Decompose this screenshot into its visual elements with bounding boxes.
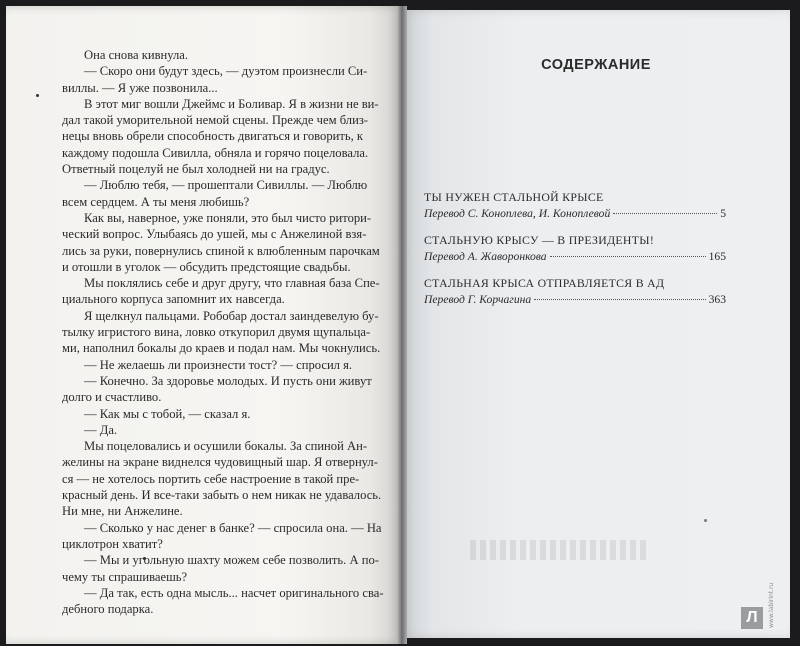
toc-translator: Перевод Г. Корчагина bbox=[424, 293, 532, 306]
text-line: ческий вопрос. Улыбаясь до ушей, мы с Анжелиной взя- bbox=[62, 227, 367, 242]
text-line: Мы поклялись себе и друг другу, что главная база Спе- bbox=[84, 276, 380, 291]
toc-translator: Перевод А. Жаворонкова bbox=[424, 250, 547, 263]
text-line: — Да так, есть одна мысль... насчет оригинального сва- bbox=[84, 585, 384, 600]
site-watermark: www.labirint.ru bbox=[768, 582, 775, 628]
dot-leader bbox=[550, 256, 706, 257]
text-line: — Как мы с тобой, — сказал я. bbox=[84, 406, 251, 421]
text-line: дебного подарка. bbox=[62, 602, 154, 617]
text-line: виллы. — Я уже позвонила... bbox=[62, 80, 218, 95]
text-line: дал такой уморительной немой сцены. Прежде чем близ- bbox=[62, 113, 368, 128]
text-line: долго и счастливо. bbox=[62, 390, 162, 405]
book-gutter bbox=[397, 6, 407, 644]
text-line: — Мы и угольную шахту можем себе позволить. А по- bbox=[84, 553, 379, 568]
text-line: — Конечно. За здоровье молодых. И пусть они живут bbox=[84, 373, 372, 388]
toc-entry-heading: СТАЛЬНУЮ КРЫСУ — В ПРЕЗИДЕНТЫ! bbox=[424, 233, 655, 247]
toc-entry-line bbox=[424, 206, 726, 222]
bleed-through-text bbox=[470, 540, 650, 560]
text-line: Как вы, наверное, уже поняли, это был чисто ритори- bbox=[84, 210, 372, 225]
text-line: — Не желаешь ли произнести тост? — спросил я. bbox=[84, 357, 353, 372]
text-line: всем сердцем. А ты меня любишь? bbox=[62, 194, 250, 209]
text-line: красный день. И все-таки забыть о нем никак не удавалось. bbox=[62, 488, 382, 503]
text-line: ся — не хотелось портить себе настроение в такой пре- bbox=[62, 471, 360, 486]
text-line: — Сколько у нас денег в банке? — спросила она. — На bbox=[84, 520, 382, 535]
toc-page-number: 5 bbox=[720, 207, 726, 220]
labirint-logo-icon: Л bbox=[741, 607, 763, 629]
toc-page-number: 165 bbox=[708, 250, 726, 263]
text-line: циклотрон хватит? bbox=[62, 536, 163, 551]
text-line: циального корпуса запомнит их навсегда. bbox=[62, 292, 285, 307]
text-line: нецы вновь обрели способность двигаться и говорить, к bbox=[62, 129, 364, 144]
text-line: и отошли в уголок — обсудить предстоящие свадьбы. bbox=[62, 259, 351, 274]
text-line: чему ты спрашиваешь? bbox=[62, 569, 188, 584]
text-line: Мы поцеловались и осушили бокалы. За спиной Ан- bbox=[84, 439, 368, 454]
text-line: — Скоро они будут здесь, — дуэтом произнесли Си- bbox=[84, 64, 368, 79]
toc-entry-heading: СТАЛЬНАЯ КРЫСА ОТПРАВЛЯЕТСЯ В АД bbox=[424, 276, 665, 290]
table-of-contents bbox=[424, 190, 726, 319]
text-line: Я щелкнул пальцами. Робобар достал заиндевелую бу- bbox=[84, 308, 379, 323]
toc-entry bbox=[424, 233, 726, 265]
text-line: тылку игристого вина, ловко откупорил двумя щупальца- bbox=[62, 325, 371, 340]
toc-page-number: 363 bbox=[708, 293, 726, 306]
contents-title: СОДЕРЖАНИЕ bbox=[541, 57, 651, 73]
print-speck bbox=[704, 519, 707, 522]
toc-entry-line bbox=[424, 249, 726, 265]
text-line: Ответный поцелуй не был холодней ни на градус. bbox=[62, 162, 330, 177]
text-line: — Да. bbox=[84, 422, 118, 437]
text-line: ми, наполнил бокалы до краев и подал нам. Мы чокнулись. bbox=[62, 341, 381, 356]
text-line: В этот миг вошли Джеймс и Боливар. Я в жизни не ви- bbox=[84, 96, 379, 111]
dot-leader bbox=[534, 299, 705, 300]
toc-translator: Перевод С. Коноплева, И. Коноплевой bbox=[424, 207, 611, 220]
text-line: лись за руки, повернулись спиной к влюбленным парочкам bbox=[62, 243, 380, 258]
toc-entry-line bbox=[424, 292, 726, 308]
print-speck bbox=[36, 94, 39, 97]
toc-entry-heading: ТЫ НУЖЕН СТАЛЬНОЙ КРЫСЕ bbox=[424, 190, 604, 204]
text-line: каждому подошла Сивилла, обняла и горячо поцеловала. bbox=[62, 145, 369, 160]
toc-entry bbox=[424, 276, 726, 308]
text-line: Ни мне, ни Анжелине. bbox=[62, 504, 183, 519]
text-line: Она снова кивнула. bbox=[84, 48, 189, 62]
text-line: — Люблю тебя, — прошептали Сивиллы. — Люблю bbox=[84, 178, 368, 193]
dot-leader bbox=[613, 213, 717, 214]
body-text bbox=[62, 47, 384, 617]
text-line: желины на экране виднелся чудовищный шар. Я отвернул- bbox=[62, 455, 378, 470]
toc-entry bbox=[424, 190, 726, 222]
